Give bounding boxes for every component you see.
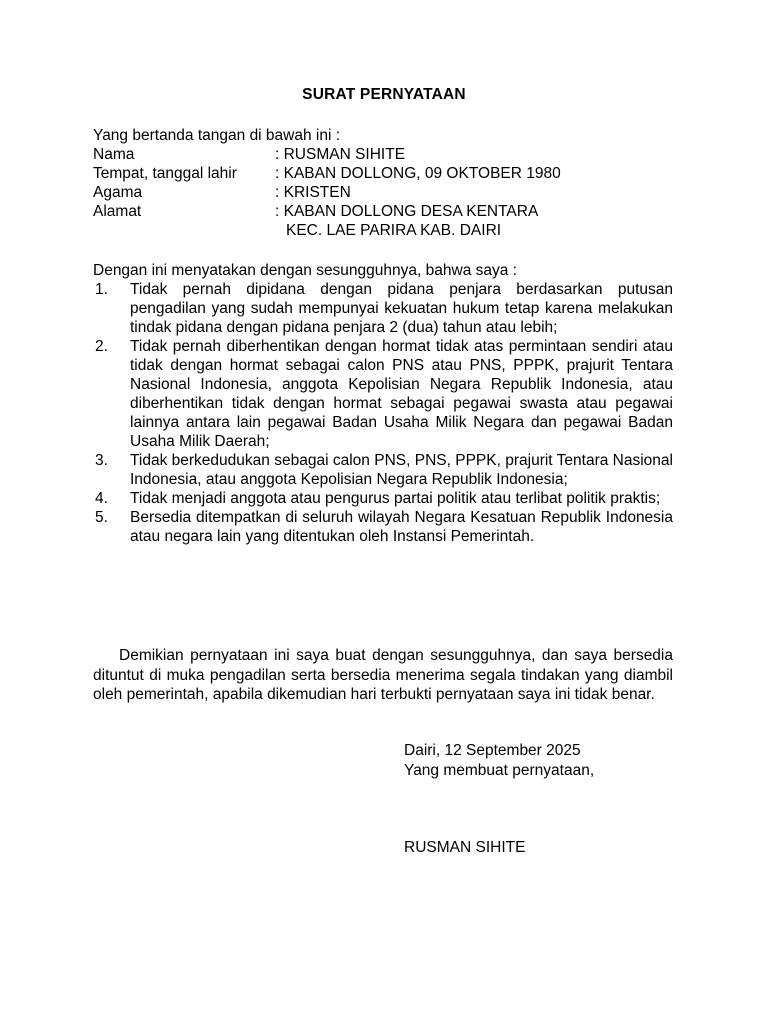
identity-label: Tempat, tanggal lahir: [93, 165, 237, 182]
closing-paragraph: Demikian pernyataan ini saya buat dengan sesungguhnya, dan saya bersedia dituntut di muka pengadilan serta bersedia menerima segala tindakan yang diambil oleh pemerintah, apabila dikemudian hari terbukti pernyataan saya ini tidak benar.: [93, 647, 673, 703]
statement-number: 1.: [95, 281, 108, 298]
statement-item: [93, 451, 673, 489]
identity-label: Alamat: [93, 203, 142, 220]
document-title: SURAT PERNYATAAN: [302, 86, 466, 103]
identity-label: Nama: [93, 146, 135, 163]
statement-text: Tidak pernah diberhentikan dengan hormat tidak atas permintaan sendiri atau tidak dengan hormat sebagai calon PNS atau PNS, PPPK, prajurit Tentara Nasional Indonesia, anggota Kepolisian Negara Republik Indonesia, atau diberhentikan tidak dengan hormat sebagai pegawai swasta atau pegawai lainnya antara lain pegawai Badan Usaha Milik Negara dan pegawai Badan Usaha Milik Daerah;: [130, 338, 673, 450]
statement-item: [93, 489, 673, 508]
identity-value: : KRISTEN: [275, 184, 351, 201]
statement-number: 2.: [95, 338, 108, 355]
statement-item: [93, 280, 673, 337]
statement-number: 5.: [95, 509, 108, 526]
address-continuation: KEC. LAE PARIRA KAB. DAIRI: [286, 222, 502, 239]
declaration-lead: Dengan ini menyatakan dengan sesungguhnya, bahwa saya :: [93, 262, 517, 279]
signature-place-date: Dairi, 12 September 2025: [404, 742, 581, 759]
intro-text: Yang bertanda tangan di bawah ini :: [93, 127, 341, 144]
statement-text: Tidak menjadi anggota atau pengurus partai politik atau terlibat politik praktis;: [130, 490, 661, 507]
statement-list: [93, 280, 673, 546]
statement-item: [93, 508, 673, 546]
identity-value: : KABAN DOLLONG DESA KENTARA: [275, 203, 539, 220]
statement-number: 3.: [95, 452, 108, 469]
signatory-name: RUSMAN SIHITE: [404, 839, 526, 856]
statement-text: Tidak berkedudukan sebagai calon PNS, PNS, PPPK, prajurit Tentara Nasional Indonesia, atau anggota Kepolisian Negara Republik Indonesia;: [130, 452, 673, 488]
statement-item: [93, 337, 673, 451]
identity-value: : RUSMAN SIHITE: [275, 146, 406, 163]
identity-value: : KABAN DOLLONG, 09 OKTOBER 1980: [275, 165, 561, 182]
statement-number: 4.: [95, 490, 108, 507]
statement-text: Bersedia ditempatkan di seluruh wilayah Negara Kesatuan Republik Indonesia atau negara lain yang ditentukan oleh Instansi Pemerintah.: [130, 509, 673, 545]
signature-role: Yang membuat pernyataan,: [404, 762, 595, 779]
statement-text: Tidak pernah dipidana dengan pidana penjara berdasarkan putusan pengadilan yang sudah mempunyai kekuatan hukum tetap karena melakukan tindak pidana dengan pidana penjara 2 (dua) tahun atau lebih;: [130, 281, 673, 336]
identity-label: Agama: [93, 184, 143, 201]
